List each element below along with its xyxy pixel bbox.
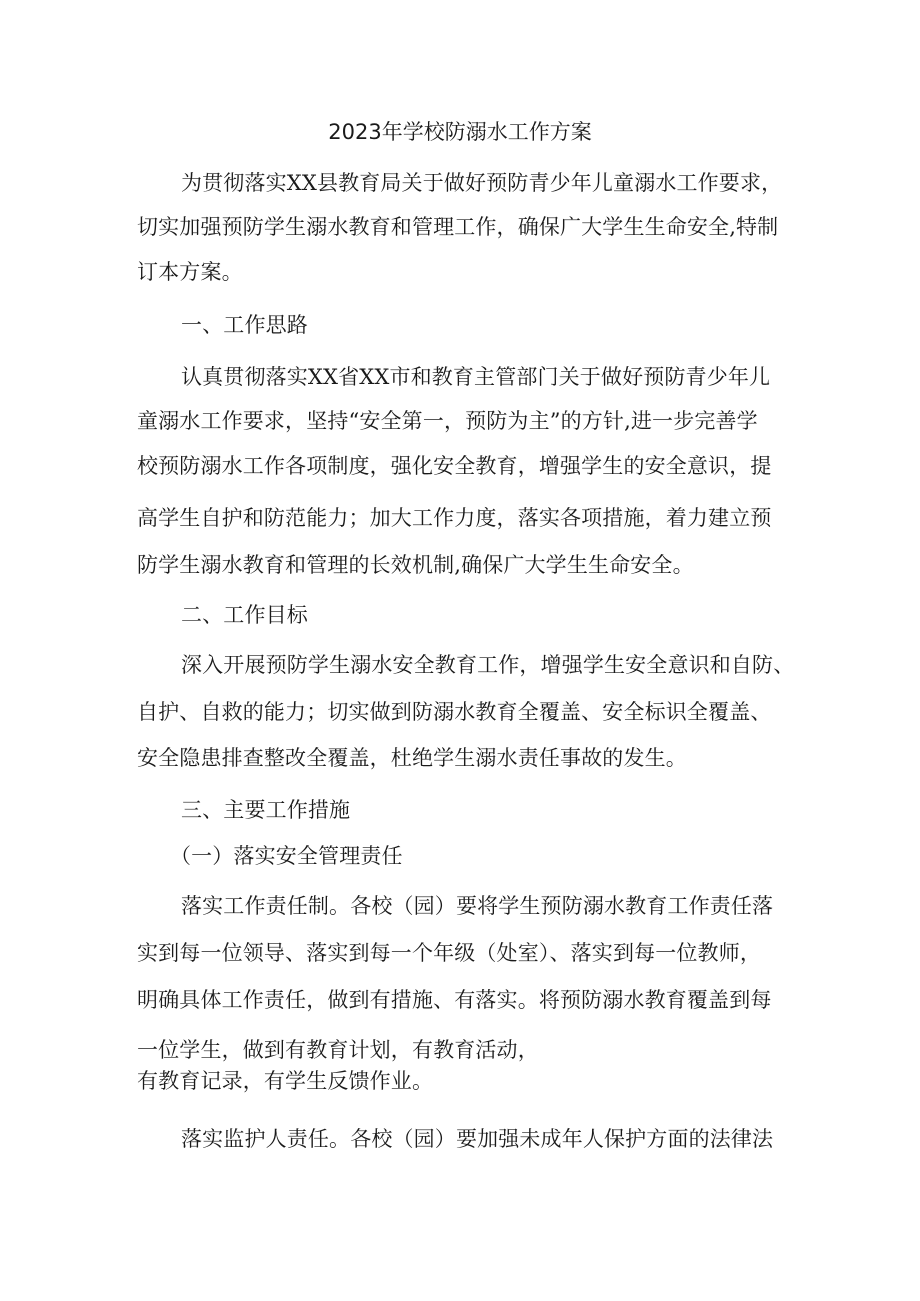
paragraph-line: 防学生溺水教育和管理的长效机制,确保广大学生生命安全。: [137, 553, 694, 577]
paragraph-line: 为贯彻落实XX县教育局关于做好预防青少年儿童溺水工作要求，: [181, 171, 783, 195]
paragraph-line: 校预防溺水工作各项制度，强化安全教育，增强学生的安全意识，提: [137, 454, 772, 478]
paragraph-line: 深入开展预防学生溺水安全教育工作，增强学生安全意识和自防、: [181, 653, 795, 677]
paragraph-line: 认真贯彻落实XX省XX市和教育主管部门关于做好预防青少年儿: [181, 365, 771, 389]
paragraph-line: 落实工作责任制。各校（园）要将学生预防溺水教育工作责任落: [181, 894, 774, 918]
section-heading: 三、主要工作措施: [181, 798, 351, 822]
paragraph-line: 童溺水工作要求，坚持“安全第一，预防为主”的方针,进一步完善学: [137, 409, 758, 433]
subsection-heading: （一）落实安全管理责任: [170, 844, 403, 868]
paragraph-line: 明确具体工作责任，做到有措施、有落实。将预防溺水教育覆盖到每: [137, 988, 772, 1012]
paragraph-line: 一位学生，做到有教育计划，有教育活动，: [137, 1038, 539, 1062]
paragraph-line: 切实加强预防学生溺水教育和管理工作，确保广大学生生命安全,特制: [137, 215, 779, 239]
paragraph-line: 落实监护人责任。各校（园）要加强未成年人保护方面的法律法: [181, 1127, 774, 1151]
paragraph-line: 有教育记录，有学生反馈作业。: [137, 1069, 434, 1093]
paragraph-line: 高学生自护和防范能力；加大工作力度，落实各项措施，着力建立预: [137, 506, 772, 530]
paragraph-line: 订本方案。: [137, 260, 243, 284]
paragraph-line: 安全隐患排查整改全覆盖，杜绝学生溺水责任事故的发生。: [137, 746, 687, 770]
section-heading: 一、工作思路: [181, 313, 308, 337]
section-heading: 二、工作目标: [181, 603, 308, 627]
paragraph-line: 实到每一位领导、落实到每一个年级（处室）、落实到每一位教师，: [137, 941, 761, 965]
document-title: 2023年学校防溺水工作方案: [328, 120, 592, 144]
paragraph-line: 自护、自救的能力；切实做到防溺水教育全覆盖、安全标识全覆盖、: [137, 700, 772, 724]
